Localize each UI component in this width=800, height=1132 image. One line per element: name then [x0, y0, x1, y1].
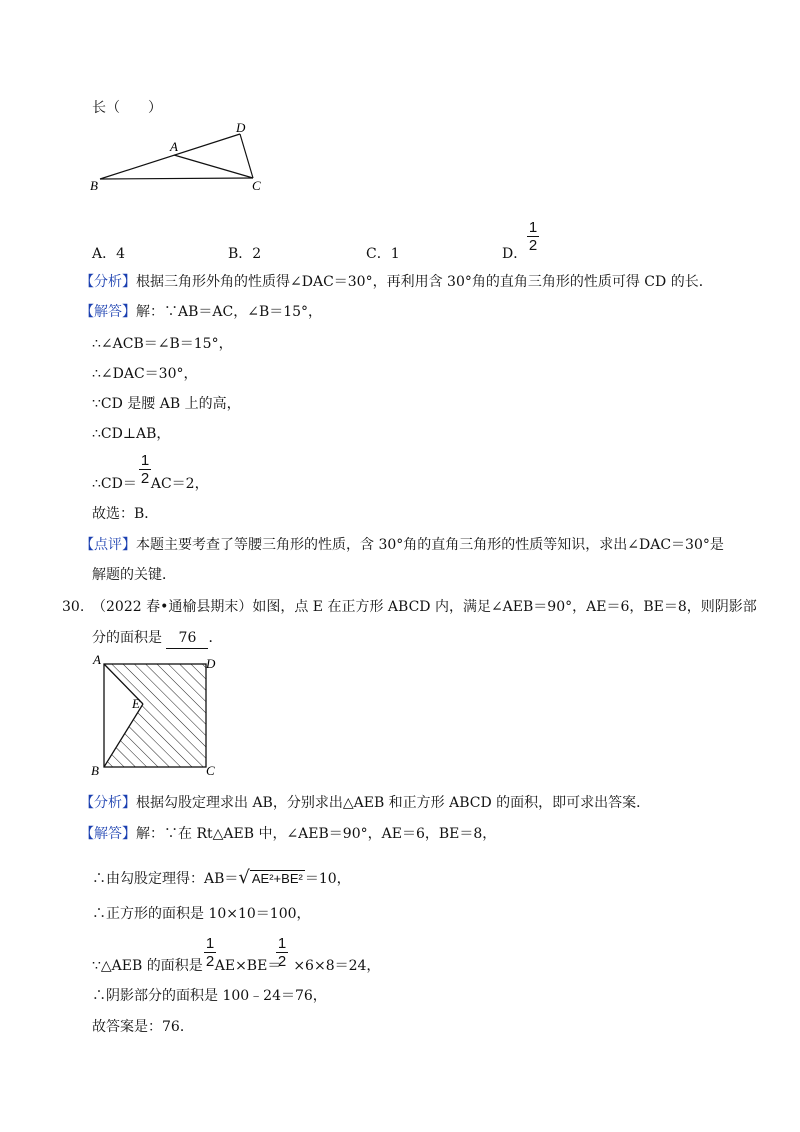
- q29-solution-7: 故选：B．: [92, 506, 159, 522]
- q30-solution-1: 【解答】解：∵在 Rt△AEB 中，∠AEB＝90°，AE＝6，BE＝8，: [80, 826, 497, 842]
- q29-solution-5: ∴CD⊥AB，: [92, 426, 171, 442]
- q29-solution-6: ∴CD＝ AC＝2，: [92, 476, 209, 492]
- q30-analysis: 【分析】根据勾股定理求出 AB，分别求出△AEB 和正方形 ABCD 的面积，即可求出答案．: [80, 795, 651, 811]
- q29-solution-4: ∵CD 是腰 AB 上的高，: [92, 396, 241, 412]
- vertex-d-label: D: [236, 120, 246, 135]
- vertex-b-label: B: [90, 178, 98, 193]
- square-a-label: A: [93, 652, 101, 667]
- vertex-a-label: A: [170, 139, 178, 154]
- q30-solution-4: ∵△AEB 的面积是 AE×BE＝ ×6×8＝24，: [92, 958, 381, 974]
- q30-fraction-2: 1 2: [277, 935, 287, 970]
- option-d: D．: [502, 246, 528, 262]
- vertex-c-label: C: [252, 178, 261, 193]
- q29-solution-3: ∴∠DAC＝30°，: [92, 366, 198, 382]
- q30-solution-3: ∴正方形的面积是 10×10＝100，: [92, 906, 311, 922]
- q30-solution-6: 故答案是：76．: [92, 1019, 194, 1035]
- q29-solution-2: ∴∠ACB＝∠B＝15°，: [92, 336, 233, 352]
- q29-comment-2: 解题的关键．: [92, 567, 176, 583]
- q30-stem-2: 分的面积是 76 ．: [92, 628, 222, 649]
- option-b: B．2: [228, 246, 262, 262]
- q29-half-fraction: 1 2: [140, 452, 150, 487]
- square-d-label: D: [206, 656, 216, 671]
- radicand: AE²+BE²: [251, 871, 303, 886]
- triangle-figure: [88, 120, 278, 195]
- square-e-label: E: [132, 696, 140, 711]
- square-c-label: C: [206, 763, 215, 778]
- q30-solution-2: ∴由勾股定理得：AB＝√ AE²+BE² ＝10，: [92, 867, 351, 888]
- question-tail: 长（ ）: [92, 100, 162, 116]
- q30-fraction-1: 1 2: [205, 935, 215, 970]
- square-figure: [88, 652, 228, 782]
- option-d-fraction: 1 2: [528, 219, 538, 254]
- q29-solution-1: 【解答】解：∵AB＝AC，∠B＝15°，: [80, 304, 323, 320]
- q30-stem-1: （2022 春•通榆县期末）如图，点 E 在正方形 ABCD 内，满足∠AEB＝90°，AE＝6，BE＝8，则阴影部: [92, 599, 757, 615]
- option-c: C．1: [366, 246, 400, 262]
- square-b-label: B: [91, 763, 99, 778]
- q29-analysis: 【分析】根据三角形外角的性质得∠DAC＝30°，再利用含 30°角的直角三角形的性质可得 CD 的长．: [80, 274, 713, 290]
- answer-blank: 76: [166, 628, 208, 649]
- option-a: A．4: [92, 246, 126, 262]
- q30-number: 30.: [62, 599, 85, 615]
- q29-comment: 【点评】本题主要考查了等腰三角形的性质，含 30°角的直角三角形的性质等知识，求出∠DAC＝30°是: [80, 537, 724, 553]
- q30-solution-5: ∴阴影部分的面积是 100﹣24＝76，: [92, 988, 327, 1004]
